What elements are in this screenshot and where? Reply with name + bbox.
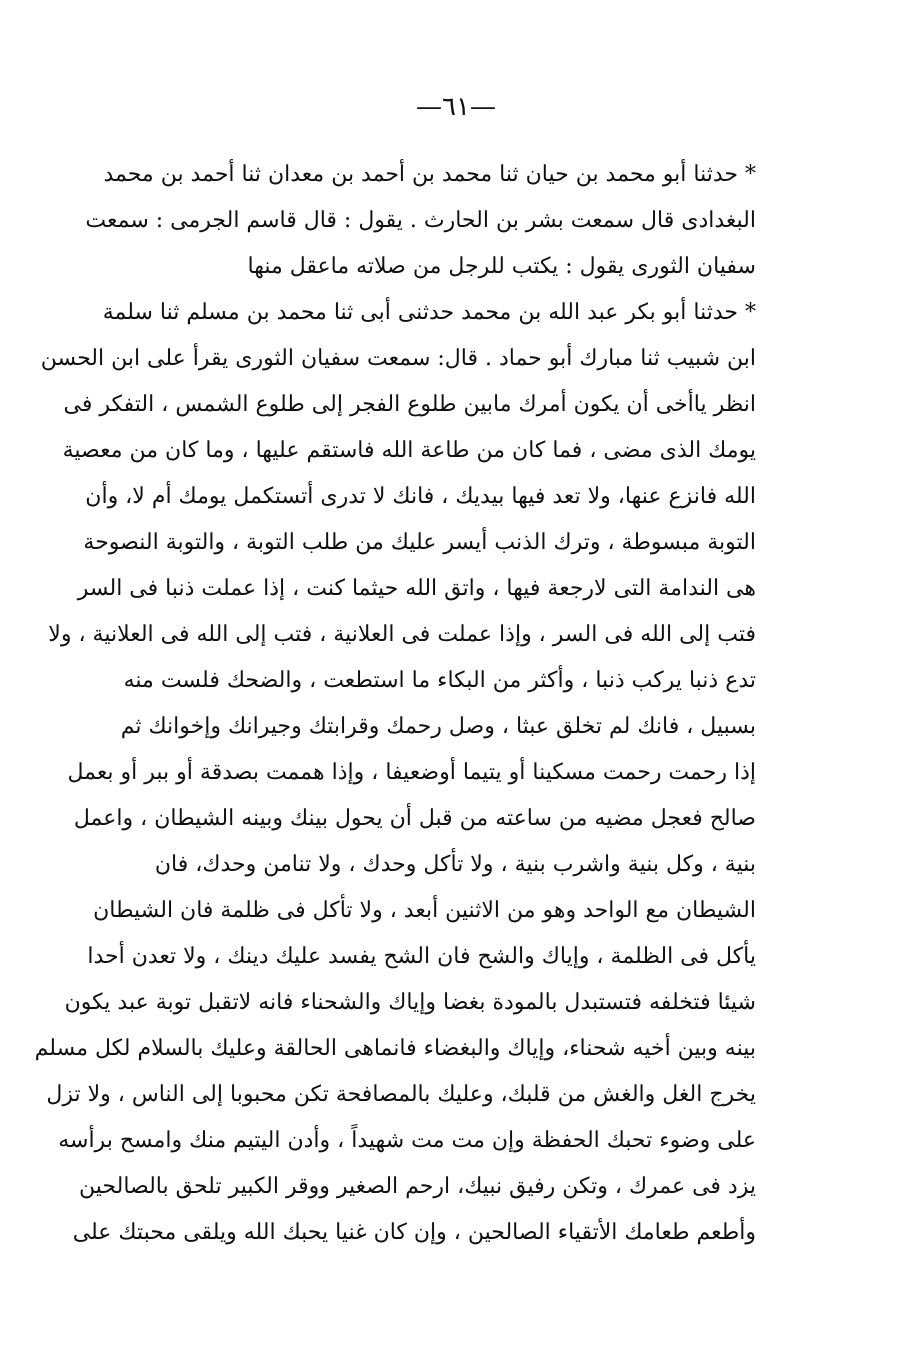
text-line: * حدثنا أبو بكر عبد الله بن محمد حدثنى أبى ثنا محمد بن مسلم ثنا سلمة — [102, 300, 756, 325]
text-line: التوبة مبسوطة ، وترك الذنب أيسر عليك من طلب التوبة ، والتوبة النصوحة — [83, 530, 756, 555]
page-number: —٦١— — [416, 92, 496, 122]
text-line: ابن شبيب ثنا مبارك أبو حماد . قال: سمعت سفيان الثورى يقرأ على ابن الحسن — [40, 346, 756, 371]
text-line: بنية ، وكل بنية واشرب بنية ، ولا تأكل وحدك ، ولا تنامن وحدك، فان — [154, 852, 756, 877]
text-line: تدع ذنبا يركب ذنبا ، وأكثر من البكاء ما استطعت ، والضحك فلست منه — [123, 668, 756, 693]
text-line: يخرج الغل والغش من قلبك، وعليك بالمصافحة تكن محبوبا إلى الناس ، ولا تزل — [46, 1082, 756, 1107]
text-line: * حدثنا أبو محمد بن حيان ثنا محمد بن أحمد بن معدان ثنا أحمد بن محمد — [103, 162, 756, 187]
text-line: شيئا فتخلفه فتستبدل بالمودة بغضا وإياك والشحناء فانه لاتقبل توبة عبد يكون — [64, 990, 756, 1015]
text-line: الله فانزع عنها، ولا تعد فيها بيديك ، فانك لا تدرى أتستكمل يومك أم لا، وأن — [85, 484, 756, 509]
paragraph-2 — [34, 290, 756, 1256]
text-line: انظر ياأخى أن يكون أمرك مابين طلوع الفجر إلى طلوع الشمس ، التفكر فى — [63, 392, 756, 417]
text-line: إذا رحمت رحمت مسكينا أو يتيما أوضعيفا ، وإذا هممت بصدقة أو ببر أو بعمل — [67, 760, 756, 785]
text-line: يأكل فى الظلمة ، وإياك والشح فان الشح يفسد عليك دينك ، ولا تعدن أحدا — [87, 944, 756, 969]
text-line: صالح فعجل مضيه من ساعته من قبل أن يحول بينك وبينه الشيطان ، واعمل — [73, 806, 756, 831]
text-line: يزد فى عمرك ، وتكن رفيق نبيك، ارحم الصغير ووقر الكبير تلحق بالصالحين — [79, 1174, 756, 1199]
text-line: البغدادى قال سمعت بشر بن الحارث . يقول : قال قاسم الجرمى : سمعت — [85, 208, 756, 233]
paragraph-1 — [85, 152, 756, 290]
text-line: على وضوء تحبك الحفظة وإن مت مت شهيداً ، وأدن اليتيم منك وامسح برأسه — [58, 1128, 756, 1153]
text-line: يومك الذى مضى ، فما كان من طاعة الله فاستقم عليها ، وما كان من معصية — [62, 438, 756, 463]
text-line: فتب إلى الله فى السر ، وإذا عملت فى العلانية ، فتب إلى الله فى العلانية ، ولا — [48, 622, 756, 647]
text-line: الشيطان مع الواحد وهو من الاثنين أبعد ، ولا تأكل فى ظلمة فان الشيطان — [93, 898, 756, 923]
text-line: بينه وبين أخيه شحناء، وإياك والبغضاء فانماهى الحالقة وعليك بالسلام لكل مسلم — [34, 1036, 756, 1061]
text-line: هى الندامة التى لارجعة فيها ، واتق الله حيثما كنت ، إذا عملت ذنبا فى السر — [77, 576, 756, 601]
text-line: سفيان الثورى يقول : يكتب للرجل من صلاته ماعقل منها — [247, 254, 756, 279]
text-line: وأطعم طعامك الأتقياء الصالحين ، وإن كان غنيا يحبك الله ويلقى محبتك على — [72, 1220, 756, 1245]
text-line: بسبيل ، فانك لم تخلق عبثا ، وصل رحمك وقرابتك وجيرانك وإخوانك ثم — [120, 714, 756, 739]
